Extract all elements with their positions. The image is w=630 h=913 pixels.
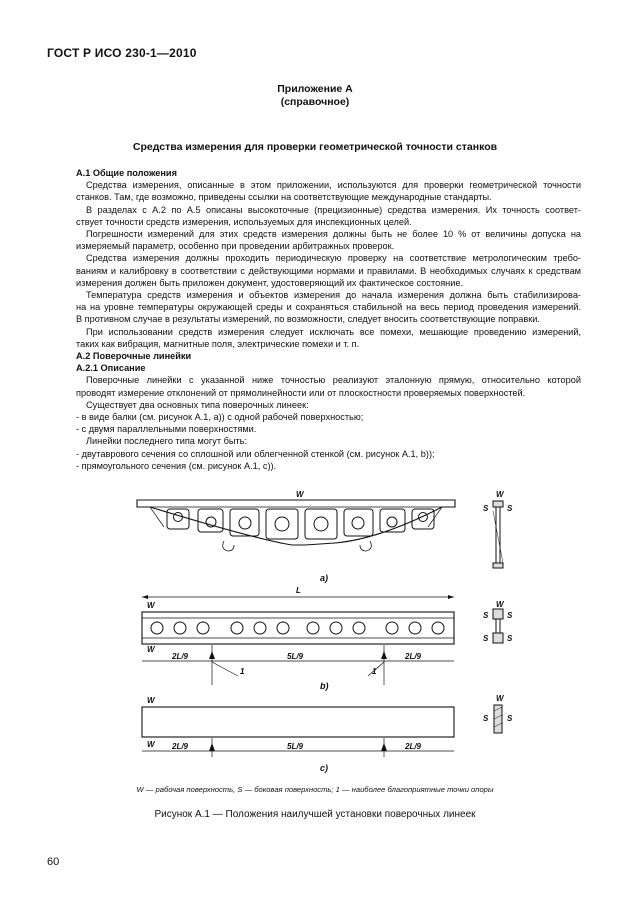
label-2l9: 2L/9 [172, 742, 189, 751]
paragraph-line: Средства измерения должны проходить периодическую проверку на соответствие метрологическим требо- [86, 253, 581, 264]
figure-legend: W — рабочая поверхность, S — боковая поверхность; 1 — наиболее благоприятные точки опоры [136, 785, 494, 794]
paragraph-line: Температура средств измерения и объектов измерения до начала измерения должна быть стабилизирова- [86, 290, 581, 301]
dimension-l [142, 595, 454, 599]
paragraph-line: Линейки последнего типа могут быть: [86, 436, 248, 447]
document-header: ГОСТ Р ИСО 230-1—2010 [47, 46, 197, 60]
paragraph-line: ствует точности средств измерения, используемых для инспекционных целей. [76, 216, 412, 227]
figure-a1 [0, 485, 630, 780]
list-item: - двутаврового сечения со сплошной или облегченной стенкой (см. рисунок А.1, b)); [76, 448, 435, 459]
figure-caption: Рисунок А.1 — Положения наилучшей установки поверочных линеек [154, 809, 476, 820]
label-w: W [296, 490, 304, 499]
dimension-supports-b [142, 645, 454, 685]
paragraph-line: измеряемый параметр, особенно при проведении арбитражных проверок. [76, 241, 395, 252]
label-w: W [496, 600, 504, 609]
list-item: - с двумя параллельными поверхностями. [76, 424, 257, 435]
label-w: W [147, 645, 155, 654]
paragraph-line: В разделах с А.2 по А.5 описаны высокоточные (прецизионные) средства измерения. Их точность соответ- [86, 204, 581, 215]
label-s: S [507, 611, 513, 620]
heading-a2-1: А.2.1 Описание [76, 363, 146, 374]
section-rectangular [494, 705, 502, 733]
label-s: S [507, 714, 513, 723]
label-c: c) [320, 763, 329, 773]
paragraph-line: При использовании средств измерения следует исключать все помехи, мешающие проведению измерений, [86, 326, 581, 337]
annex-subtitle: (справочное) [280, 96, 350, 108]
label-s: S [507, 634, 513, 643]
page-number: 60 [47, 856, 60, 868]
paragraph-line: проводят измерение отклонений от прямолинейности или от плоскостности проверяемых поверхностей. [76, 387, 526, 398]
straightedge-rectangular [142, 707, 454, 737]
label-w: W [496, 694, 504, 703]
heading-a2: А.2 Поверочные линейки [76, 351, 192, 362]
section-beam [493, 501, 503, 568]
label-s: S [483, 634, 489, 643]
paragraph-line: Погрешности измерений для этих средств измерения должны быть не более 10 % от величины допуска на [86, 229, 581, 240]
label-w: W [147, 601, 155, 610]
label-5l9: 5L/9 [287, 652, 304, 661]
paragraph-line: ваниям и калибровку в соответствии с действующими нормами и правилами. В необходимых случаях к средствам [76, 265, 581, 276]
annex-title: Приложение А [277, 83, 353, 95]
label-w: W [147, 740, 155, 749]
label-w: W [496, 490, 504, 499]
label-support-point: 1 [240, 667, 245, 676]
label-a: a) [320, 573, 329, 583]
label-s: S [483, 611, 489, 620]
paragraph-line: станков. Там, где возможно, приведены ссылки на соответствующие международные стандарты. [76, 192, 492, 203]
label-s: S [483, 714, 489, 723]
label-support-point: 1 [372, 667, 377, 676]
label-5l9: 5L/9 [287, 742, 304, 751]
body-text [76, 167, 581, 472]
label-s: S [507, 504, 513, 513]
paragraph-line: Поверочные линейки с указанной ниже точностью реализуют эталонную прямую, относительно которой [86, 375, 581, 386]
label-w: W [147, 696, 155, 705]
paragraph-line: В противном случае в результаты измерений, по возможности, следует вносить соответствующие поправки. [76, 314, 540, 325]
paragraph-line: на на уровне температуры окружающей среды и сохраняться стабильной на весь период проведения измерений. [76, 302, 581, 313]
label-2l9: 2L/9 [405, 742, 422, 751]
label-2l9: 2L/9 [405, 652, 422, 661]
heading-a1: А.1 Общие положения [76, 168, 177, 178]
label-l: L [296, 586, 301, 595]
list-item: - в виде балки (см. рисунок А.1, а)) с одной рабочей поверхностью; [76, 412, 364, 423]
paragraph-line: измерения должен быть приложен документ, удостоверяющий их фактическое состояние. [76, 277, 464, 288]
paragraph-line: Существует два основных типа поверочных линеек: [86, 399, 309, 410]
section-i-beam [493, 609, 503, 643]
straightedge-beam [137, 500, 455, 551]
paragraph-line: Средства измерения, описанные в этом приложении, используются для проверки геометрической точности [86, 180, 581, 191]
section-title: Средства измерения для проверки геометрической точности станков [132, 141, 498, 153]
straightedge-i-section [142, 612, 454, 644]
label-s: S [483, 504, 489, 513]
label-b: b) [320, 681, 329, 691]
label-2l9: 2L/9 [172, 652, 189, 661]
paragraph-line: таких как вибрация, магнитные поля, электрические помехи и т. п. [76, 338, 360, 349]
list-item: - прямоугольного сечения (см. рисунок А.1, с)). [76, 460, 277, 471]
